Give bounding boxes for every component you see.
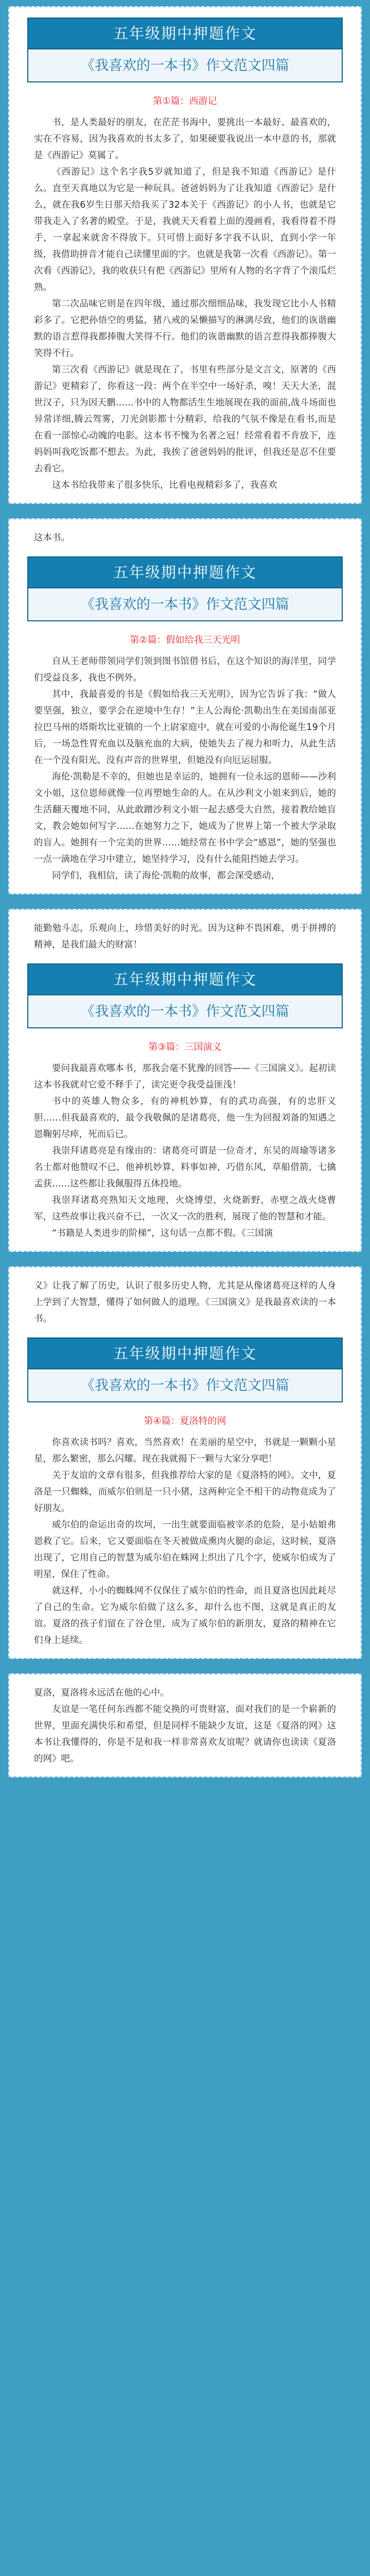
essay-card-3 [8, 909, 362, 1252]
paragraph: 威尔伯的命运出奇的坎坷，一出生就要面临被宰杀的危险，是小姑娘弗恩救了它。后来，它又要面临在冬天被做成熏肉火腿的命运，这时候，夏洛出现了，它用自己的智慧为威尔伯在蛛网上织出了几个字，使威尔伯成为了明星，保住了性命。 [34, 1520, 336, 1580]
paragraph: 自从王老师带领同学们领到图书馆借书后，在这个知识的海洋里，同学们受益良多，我也不例外。 [34, 656, 336, 683]
essay-body [9, 1060, 361, 1242]
title-banner [27, 556, 343, 621]
paragraph: 关于友谊的文章有很多，但我推荐给大家的是《夏洛特的网》。文中，夏洛是一只蜘蛛，而威尔伯则是一只小猪，这两种完全不相干的动物竟成为了好朋友。 [34, 1470, 336, 1514]
essay-body [9, 114, 361, 494]
essay-card-2 [8, 518, 362, 894]
essay-body [9, 530, 361, 546]
paragraph: 第二次品味它则是在四年级，通过那次细细品味，我发现它比小人书精彩多了。它把孙悟空的勇猛，猪八戒的呆懒描写的淋漓尽致，他们的诙谐幽默的语言惹得我都捧腹大笑得不行。他们的诙谐幽默的语言惹得我都捧腹大笑得不行。 [34, 299, 336, 359]
paragraph-continuation: 这本书。 [34, 533, 70, 543]
paragraph: 我崇拜诸葛亮是有缘由的：诸葛亮可谓是一位奇才，东吴的周瑜等诸多名士都对他赞叹不已，他神机妙算，料事如神，巧借东风，草船借箭，七擒孟获……这些都让我佩服得五体投地。 [34, 1146, 336, 1189]
paragraph: 要问我最喜欢哪本书，那我会毫不犹豫的回答——《三国演义》。起初读这本书我就对它爱不释手了，读完更令我受益匪浅！ [34, 1063, 336, 1090]
paragraph: 书，是人类最好的朋友，在茫茫书海中，要挑出一本最好、最喜欢的，实在不容易，因为我喜欢的书太多了，如果硬要我说出一本中意的书，那就是《西游记》莫属了。 [34, 117, 336, 161]
paragraph: 这本书给我带来了很多快乐，比看电视精彩多了，我喜欢 [52, 480, 277, 490]
chapter-heading: 第①篇：西游记 [153, 96, 217, 107]
title-banner [27, 1337, 343, 1402]
title-banner [27, 963, 343, 1028]
paragraph-continuation: 义》让我了解了历史，认识了很多历史人物，尤其是从像诸葛亮这样的人身上学到了大智慧，懂得了如何做人的道理。《三国演义》是我最喜欢读的一本书。 [34, 1281, 336, 1324]
paragraph: 友谊是一笔任何东西都不能交换的可贵财富，面对我们的是一个崭新的世界，里面充满快乐和希望，但是同样不能缺少友谊，这是《夏洛的网》这本书让我懂得的，你是不是和我一样非常喜欢友谊呢？就请你也读读《夏洛的网》吧。 [34, 1704, 336, 1764]
chapter-heading: 第③篇：三国演义 [148, 1042, 222, 1053]
banner-subtitle: 《我喜欢的一本书》作文范文四篇 [28, 48, 342, 81]
essay-card-4 [8, 1266, 362, 1659]
banner-title: 五年级期中押题作文 [28, 964, 342, 994]
paragraph: 第三次看《西游记》就是现在了，书里有些部分是文言文，原著的《西游记》更精彩了，你看这一段：两个在半空中一场好杀，嗅！天天大圣，混世汉子，只为因天鹏……书中的人物都活生生地展现在我的面前,战斗场面也异常详细,腾云驾雾，刀光剑影都十分精彩，给我的气氛不像是在看书,而是在看一部惊心动魄的电影。这本书不愧为名著之冠！经常看着不肯放下，连妈妈叫我吃饭都不想去。为此，我挨了爸爸妈妈的批评，但我还是忍不住要去看它。 [34, 365, 336, 474]
essay-body [9, 1278, 361, 1327]
paragraph: 其中，我最喜爱的书是《假如给我三天光明》，因为它告诉了我：“做人要坚强，独立，要学会在逆境中生存！”主人公海伦·凯勒出生在美国南部亚拉巴马州的塔斯坎比亚镇的一个上尉家庭中，就在可爱的小海伦诞生19个月后，一场急性胃充血以及脑充血的大病，使她失去了视力和听力，从此生活在一个没有阳光、没有声音的世界里，但她没有向厄运屈服。 [34, 689, 336, 766]
essay-card-5 [8, 1673, 362, 1777]
banner-subtitle: 《我喜欢的一本书》作文范文四篇 [28, 994, 342, 1027]
essay-body [9, 653, 361, 884]
banner-title: 五年级期中押题作文 [28, 19, 342, 48]
essay-body [9, 1434, 361, 1649]
paragraph: “书籍是人类进步的阶梯”，这句话一点都不假。《三国演 [52, 1228, 273, 1239]
banner-subtitle: 《我喜欢的一本书》作文范文四篇 [28, 587, 342, 620]
paragraph-continuation: 夏洛，夏洛将永远活在他的心中。 [34, 1688, 169, 1698]
essay-body [9, 1685, 361, 1767]
chapter-heading: 第②篇：假如给我三天光明 [130, 635, 240, 646]
paragraph-continuation: 能勤勉斗志，乐观向上，珍惜美好的时光。因为这种不畏困难，勇于拼搏的精神，是我们最大的财富！ [34, 923, 336, 950]
paragraph: 书中的英雄人物众多，有的神机妙算，有的武功高强，有的忠肝义胆……但我最喜欢的，最令我敬佩的是诸葛亮，他一生为回报刘备的知遇之恩鞠躬尽瘁，死而后已。 [34, 1096, 336, 1140]
banner-subtitle: 《我喜欢的一本书》作文范文四篇 [28, 1368, 342, 1401]
paragraph: 就这样，小小的蜘蛛网不仅保住了威尔伯的性命，而且夏洛也因此耗尽了自己的生命。它为威尔伯做了这么多，却什么也不图，这就是真正的友谊。夏洛的孩子们留在了谷仓里，成为了威尔伯的新朋友，夏洛的精神在它们身上延续。 [34, 1586, 336, 1646]
paragraph: 我崇拜诸葛亮熟知天文地理，火烧博望，火烧新野，赤壁之战火烧曹军，这些故事让我兴奋不已，一次又一次的胜利，展现了他的智慧和才能。 [34, 1195, 336, 1222]
chapter-heading: 第④篇：夏洛特的网 [144, 1416, 226, 1427]
essay-card-1 [8, 6, 362, 504]
banner-title: 五年级期中押题作文 [28, 1338, 342, 1368]
paragraph: 海伦·凯勒是不幸的，但她也是幸运的，她拥有一位永远的恩师——沙利文小姐，这位恩师就像一位再塑她生命的人。在从沙利文小姐来到后，她的生活翻天覆地不同，从此敢蹭沙利文小姐一起去感受大自然，接着教给她盲文，教会她如何写字……在她努力之下，她成为了世界上第一个被大学录取的盲人。她拥有一个完美的世界……她经常在书中学会“感恩”，她的坚强也一点一滴地在学习中建立，她坚持学习，没有什么能阻挡她去学习。 [34, 772, 336, 865]
essay-body [9, 920, 361, 953]
title-banner [27, 18, 343, 82]
paragraph: 你喜欢读书吗？喜欢，当然喜欢！在美丽的星空中，书就是一颗颗小星星，那么繁密，那么闪耀。现在我就揭下一颗与大家分享吧！ [34, 1437, 336, 1464]
banner-title: 五年级期中押题作文 [28, 557, 342, 587]
paragraph: 同学们，我相信，读了海伦·凯勒的故事，都会深受感动， [52, 871, 280, 881]
paragraph: 《西游记》这个名字我5岁就知道了，但是我不知道《西游记》是什么。直至天真地以为它是一种玩具。爸爸妈妈为了让我知道《西游记》是什么，就在我6岁生日那天给我买了32本关于《西游记》的小人书，也就是它带我走入了名著的殿堂。于是，我就天天看着上面的漫画看，我看得着不得手，一拿起来就舍不得放下。只可惜上面好多字我不认识，直到小学一年级，我借助拼音才能自己读懂里面的字。也就是我第一次看《西游记》。第一次看《西游记》，我的收获只有把《西游记》里所有人物的名字背了个滚瓜烂熟。 [34, 167, 336, 293]
